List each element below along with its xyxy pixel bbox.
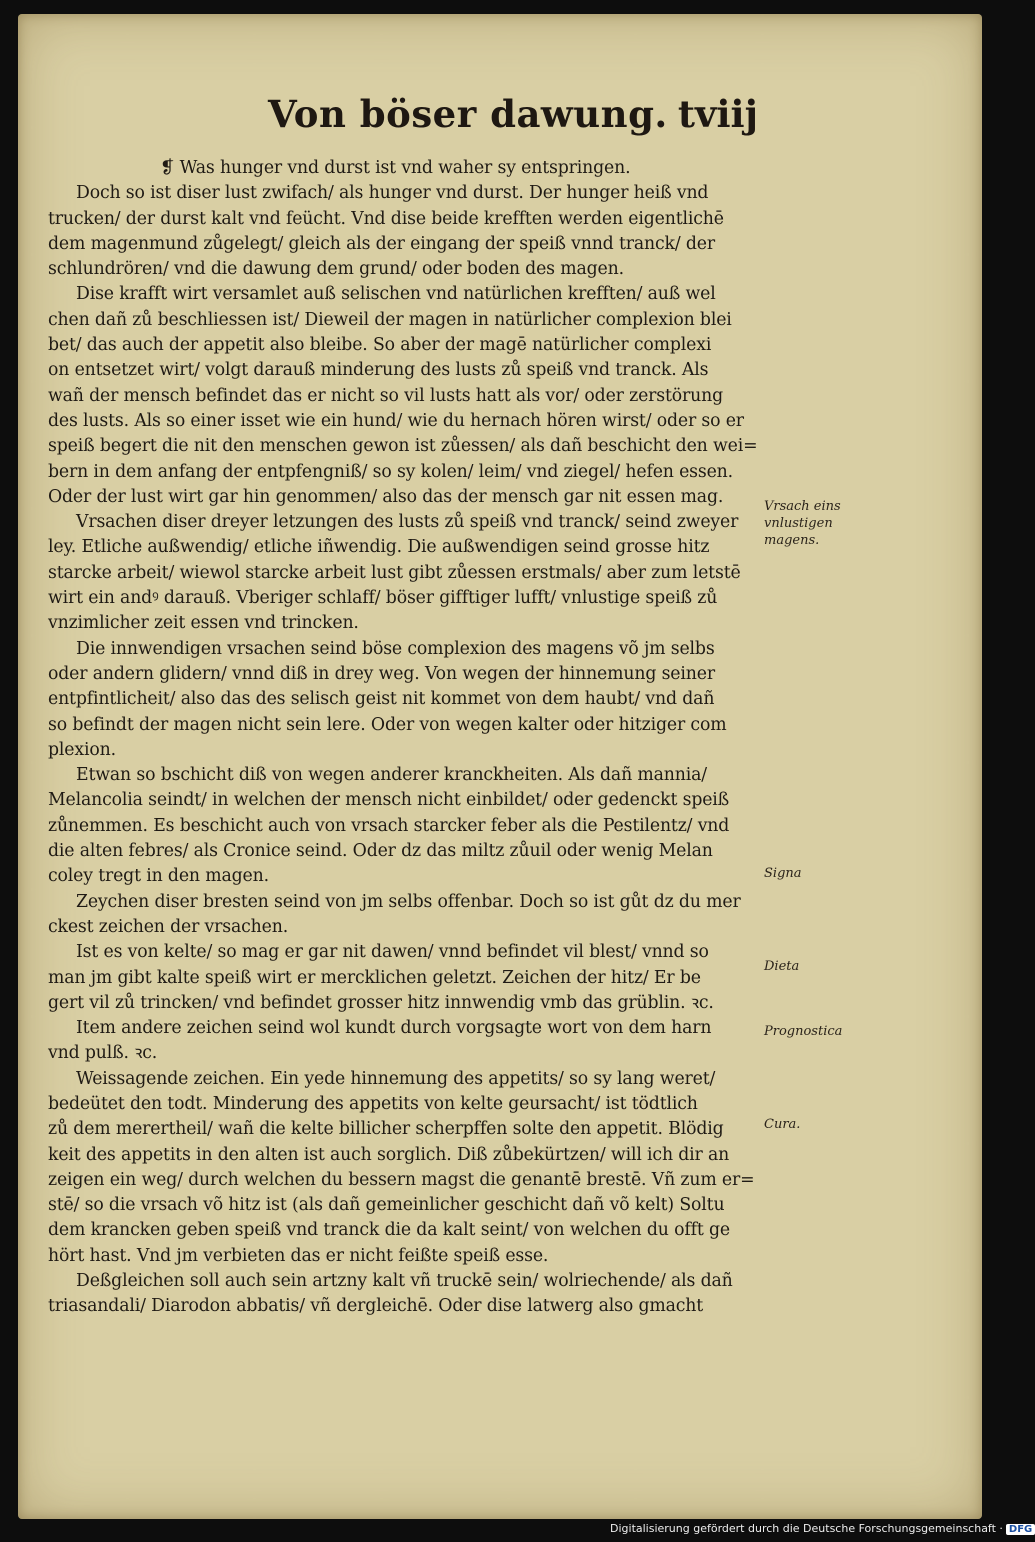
text-line: entpfintlicheit/ also das des selisch geist nit kommet von dem haubt/ vnd dañ <box>48 689 715 710</box>
text-line: Oder der lust wirt gar hin genommen/ also das der mensch gar nit essen mag. <box>48 486 724 507</box>
text-line: Weissagende zeichen. Ein yede hinnemung des appetits/ so sy lang weret/ <box>76 1068 716 1089</box>
folio-number: tviij <box>677 92 758 136</box>
text-line: schlundrören/ vnd die dawung dem grund/ oder boden des magen. <box>48 259 624 280</box>
text-line: dem magenmund zůgelegt/ gleich als der eingang der speiß vnnd tranck/ der <box>48 233 715 254</box>
text-line: Etwan so bschicht diß von wegen anderer kranckheiten. Als dañ mannia/ <box>76 765 707 786</box>
text-line: Doch so ist diser lust zwifach/ als hunger vnd durst. Der hunger heiß vnd <box>76 183 709 204</box>
text-line: trucken/ der durst kalt vnd feücht. Vnd dise beide krefften werden eigentlichē <box>48 208 724 229</box>
text-line: Melancolia seindt/ in welchen der mensch nicht einbildet/ oder gedenckt speiß <box>48 790 730 811</box>
text-line: zůnemmen. Es beschicht auch von vrsach starcker feber als die Pestilentz/ vnd <box>48 815 730 836</box>
text-line: hört hast. Vnd jm verbieten das er nicht feißte speiß esse. <box>48 1245 549 1266</box>
text-line: speiß begert die nit den menschen gewon ist zůessen/ als dañ beschicht den wei= <box>48 436 758 457</box>
text-line: bern in dem anfang der entpfengniß/ so sy kolen/ leim/ vnd ziegel/ hefen essen. <box>48 461 734 482</box>
text-line: ley. Etliche außwendig/ etliche iñwendig. Die außwendigen seind grosse hitz <box>48 537 710 558</box>
text-line: so befindt der magen nicht sein lere. Oder von wegen kalter oder hitziger com <box>48 714 727 735</box>
text-line: zů dem merertheil/ wañ die kelte billicher scherpffen solte den appetit. Blödig <box>48 1119 724 1140</box>
body-text <box>48 156 760 1320</box>
text-line: vnzimlicher zeit essen vnd trincken. <box>48 613 359 634</box>
text-line: Dise krafft wirt versamlet auß selischen vnd natürlichen krefften/ auß wel <box>76 284 716 305</box>
text-line: Vrsachen diser dreyer letzungen des lusts zů speiß vnd tranck/ seind zweyer <box>76 512 739 533</box>
running-head <box>268 92 758 142</box>
text-line: Ist es von kelte/ so mag er gar nit dawen/ vnnd befindet vil blest/ vnnd so <box>76 942 709 963</box>
text-line: die alten febres/ als Cronice seind. Oder dz das miltz zůuil oder wenig Melan <box>48 841 713 862</box>
text-line: keit des appetits in den alten ist auch sorglich. Diß zůbekürtzen/ will ich dir an <box>48 1144 730 1165</box>
text-line: Die innwendigen vrsachen seind böse complexion des magens võ jm selbs <box>76 638 715 659</box>
text-line: dem krancken geben speiß vnd tranck die da kalt seint/ von welchen du offt ge <box>48 1220 730 1241</box>
marginal-note-signa: Signa <box>764 866 802 881</box>
text-line: Item andere zeichen seind wol kundt durch vorgsagte wort von dem harn <box>76 1018 712 1039</box>
text-line: man jm gibt kalte speiß wirt er mercklichen geletzt. Zeichen der hitz/ Er be <box>48 967 701 988</box>
text-line: coley tregt in den magen. <box>48 866 269 887</box>
text-line: oder andern glidern/ vnnd diß in drey weg. Von wegen der hinnemung seiner <box>48 663 715 684</box>
text-line: triasandali/ Diarodon abbatis/ vñ dergleichē. Oder dise latwerg also gmacht <box>48 1296 704 1317</box>
text-line: wirt ein andꝰ darauß. Vberiger schlaff/ böser gifftiger lufft/ vnlustige speiß zů <box>48 588 718 609</box>
running-head-title: Von böser dawung. <box>268 92 668 136</box>
text-line: bedeütet den todt. Minderung des appetits von kelte geursacht/ ist tödtlich <box>48 1093 698 1114</box>
section-heading: ❡ Was hunger vnd durst ist vnd waher sy entspringen. <box>160 158 631 178</box>
marginal-note-vrsach: Vrsach eins vnlustigen magens. <box>764 499 841 548</box>
text-line: chen dañ zů beschliessen ist/ Dieweil der magen in natürlicher complexion blei <box>48 309 732 330</box>
text-line: Deßgleichen soll auch sein artzny kalt vñ truckē sein/ wolriechende/ als dañ <box>76 1271 733 1292</box>
marginal-note-dieta: Dieta <box>764 959 800 974</box>
marginal-note-prognostica: Prognostica <box>764 1024 843 1039</box>
text-line: plexion. <box>48 739 116 760</box>
footer-text: Digitalisierung gefördert durch die Deutsche Forschungsgemeinschaft · <box>610 1522 1003 1535</box>
text-line: gert vil zů trincken/ vnd befindet grosser hitz innwendig vmb das grüblin. ꝛc. <box>48 992 714 1013</box>
text-line: wañ der mensch befindet das er nicht so vil lusts hatt als vor/ oder zerstörung <box>48 385 724 406</box>
text-line: zeigen ein weg/ durch welchen du bessern magst die genantē brestē. Vñ zum er= <box>48 1169 755 1190</box>
marginal-note-cura: Cura. <box>764 1117 801 1132</box>
text-line: on entsetzet wirt/ volgt darauß minderung des lusts zů speiß vnd tranck. Als <box>48 360 709 381</box>
text-line: vnd pulß. ꝛc. <box>48 1043 158 1064</box>
text-line: des lusts. Als so einer isset wie ein hund/ wie du hernach hören wirst/ oder so er <box>48 410 744 431</box>
book-page <box>18 14 982 1519</box>
text-line: starcke arbeit/ wiewol starcke arbeit lust gibt zůessen erstmals/ aber zum letstē <box>48 562 741 583</box>
text-line: stē/ so die vrsach võ hitz ist (als dañ gemeinlicher geschicht dañ võ kelt) Soltu <box>48 1195 725 1216</box>
text-line: bet/ das auch der appetit also bleibe. So aber der magē natürlicher complexi <box>48 335 712 356</box>
text-line: Zeychen diser bresten seind von jm selbs offenbar. Doch so ist gůt dz du mer <box>76 891 741 912</box>
text-line: ckest zeichen der vrsachen. <box>48 916 289 937</box>
digitization-footer <box>610 1522 1035 1540</box>
dfg-logo: DFG <box>1006 1524 1035 1535</box>
